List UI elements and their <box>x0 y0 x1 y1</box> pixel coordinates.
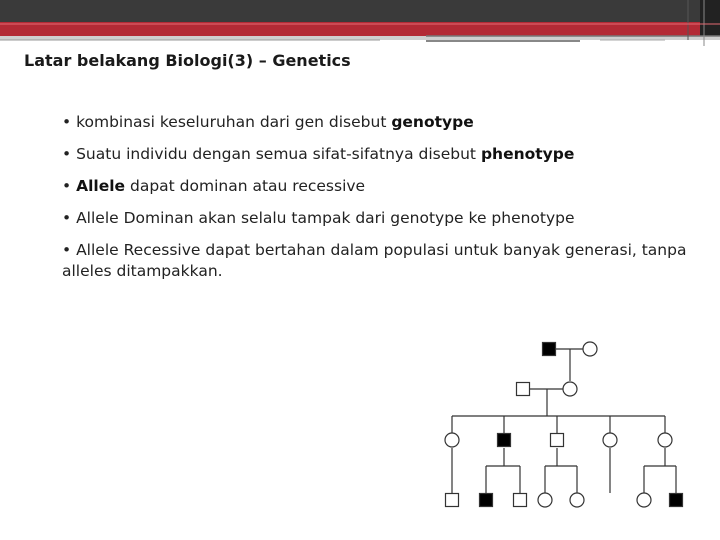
unaffected-male-symbol <box>446 494 459 507</box>
pedigree-lines <box>452 349 676 493</box>
affected-male-symbol <box>543 343 556 356</box>
slide-title: Latar belakang Biologi(3) – Genetics <box>24 51 351 70</box>
pedigree-symbols <box>445 342 683 507</box>
bullet-marker: • <box>62 209 72 227</box>
unaffected-female-symbol <box>570 493 584 507</box>
bullet-text: Allele Dominan akan selalu tampak dari genotype ke phenotype <box>71 209 575 227</box>
bullet-bold-term: genotype <box>391 113 474 131</box>
unaffected-female-symbol <box>658 433 672 447</box>
unaffected-male-symbol <box>517 383 530 396</box>
bullet-bold-term: phenotype <box>480 145 575 163</box>
unaffected-female-symbol <box>583 342 597 356</box>
bullet-text: Suatu individu dengan semua sifat-sifatnya disebut <box>71 145 481 163</box>
affected-male-symbol <box>670 494 683 507</box>
unaffected-female-symbol <box>538 493 552 507</box>
bullet-marker: • <box>62 177 72 195</box>
bullet-text: Allele Recessive dapat bertahan dalam populasi untuk banyak generasi, tanpa alleles ditampakkan. <box>62 241 687 280</box>
affected-male-symbol <box>498 434 511 447</box>
unaffected-male-symbol <box>551 434 564 447</box>
unaffected-female-symbol <box>445 433 459 447</box>
bullet-marker: • <box>62 241 72 259</box>
bullet-text-after: dapat dominan atau recessive <box>125 177 366 195</box>
unaffected-female-symbol <box>637 493 651 507</box>
affected-male-symbol <box>480 494 493 507</box>
bullet-bold-term: Allele <box>76 177 126 195</box>
bullet-text: kombinasi keseluruhan dari gen disebut <box>71 113 392 131</box>
unaffected-female-symbol <box>563 382 577 396</box>
bullet-marker: • <box>62 145 72 163</box>
bullet-marker: • <box>62 113 72 131</box>
unaffected-female-symbol <box>603 433 617 447</box>
unaffected-male-symbol <box>514 494 527 507</box>
